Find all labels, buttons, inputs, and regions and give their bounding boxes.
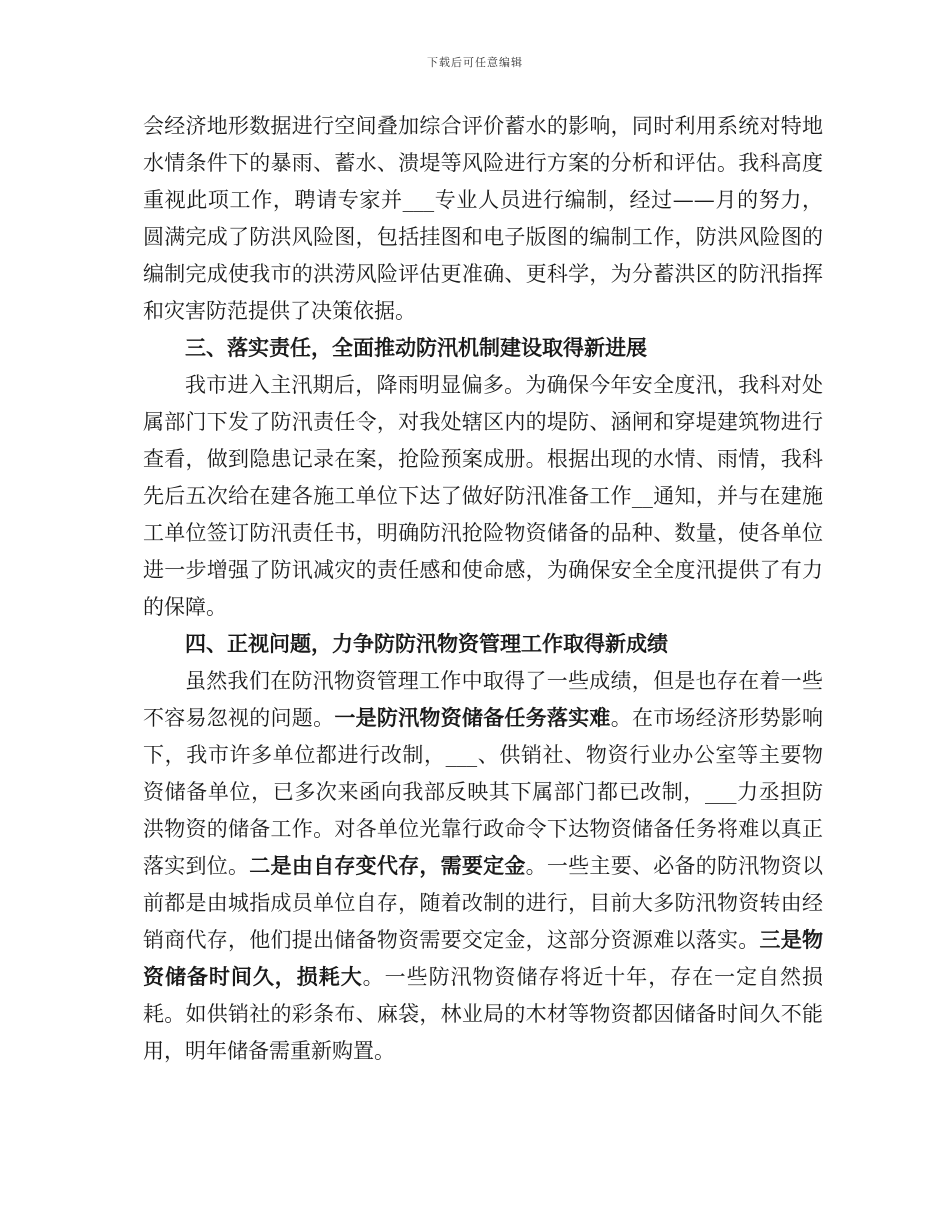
problem-3-text: 。一些防汛物资储存将近十年，存在一定自然损耗。如供销社的彩条布、麻袋，林业局的木材等物资都因储备时间久不能用，明年储备需重新购置。 [143, 965, 824, 1063]
page-header: 下载后可任意编辑 [427, 56, 523, 69]
section-heading-3: 三、落实责任，全面推动防汛机制建设取得新进展 [185, 336, 647, 360]
problem-2-text: 。一些主要、必备的防汛物资以前都是由城指成员单位自存，随着改制的进行，目前大多防汛物资转由经销商代存，他们提出储备物资需要交定金，这部分资源难以落实。 [143, 854, 824, 952]
paragraph-continuation: 会经济地形数据进行空间叠加综合评价蓄水的影响，同时利用系统对特地水情条件下的暴雨、蓄水、溃堤等风险进行方案的分析和评估。我科高度重视此项工作，聘请专家并___专业人员进行编制，经过——月的努力，圆满完成了防洪风险图，包括挂图和电子版图的编制工作，防洪风险图的编制完成使我市的洪涝风险评估更准确、更科学，为分蓄洪区的防汛指挥和灾害防范提供了决策依据。 [143, 114, 823, 323]
paragraph-problems [143, 663, 823, 1070]
document-body [143, 108, 823, 1070]
problem-1-text: 。在市场经济形势影响下，我市许多单位都进行改制，___、供销社、物资行业办公室等主要物资储备单位，已多次来函向我部反映其下属部门都已改制，___力丞担防洪物资的储备工作。对各单位光靠行政命令下达物资储备任务将难以真正落实到位。 [143, 706, 824, 878]
section-heading-4: 四、正视问题，力争防防汛物资管理工作取得新成绩 [185, 632, 668, 656]
problem-2-bold: 二是由自存变代存，需要定金 [249, 854, 526, 878]
problem-3-bold: 三是物资储备时间久，损耗大 [143, 928, 824, 989]
paragraph-responsibility: 我市进入主汛期后，降雨明显偏多。为确保今年安全度汛，我科对处属部门下发了防汛责任令，对我处辖区内的堤防、涵闸和穿堤建筑物进行查看，做到隐患记录在案，抢险预案成册。根据出现的水情、雨情，我科先后五次给在建各施工单位下达了做好防汛准备工作__通知，并与在建施工单位签订防汛责任书，明确防汛抢险物资储备的品种、数量，使各单位进一步增强了防讯减灾的责任感和使命感，为确保安全全度汛提供了有力的保障。 [143, 373, 823, 619]
problem-1-bold: 一是防汛物资储备任务落实难 [334, 706, 611, 730]
problems-intro-text: 虽然我们在防汛物资管理工作中取得了一些成绩，但是也存在着一些不容易忽视的问题。 [143, 669, 823, 730]
